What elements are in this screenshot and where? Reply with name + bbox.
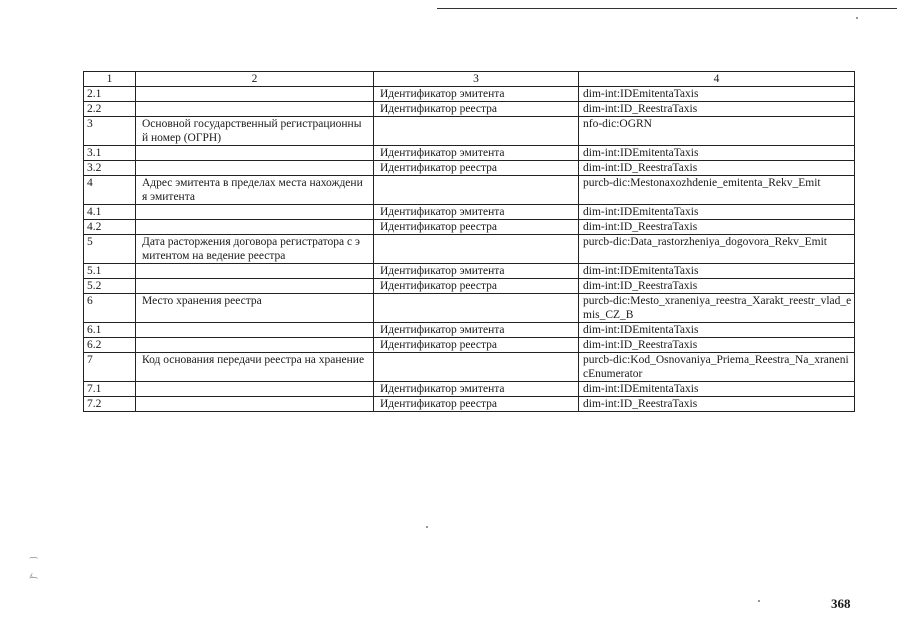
taxonomy-code-cell: dim-int:ID_ReestraTaxis [579,279,855,294]
taxonomy-code-cell: dim-int:ID_ReestraTaxis [579,397,855,412]
row-number-cell: 4.1 [84,205,136,220]
taxonomy-code-cell: purcb-dic:Mestonaxozhdenie_emitenta_Rekv_Emit [579,176,855,205]
table-row [84,102,855,117]
identifier-role-cell: Идентификатор эмитента [374,205,579,220]
table-row [84,338,855,353]
row-number-cell: 7 [84,353,136,382]
identifier-role-cell [374,117,579,146]
identifier-role-cell: Идентификатор реестра [374,102,579,117]
table-row [84,146,855,161]
identifier-role-cell [374,353,579,382]
identifier-role-cell: Идентификатор реестра [374,397,579,412]
header-cell: 3 [374,72,579,87]
row-number-cell: 3.2 [84,161,136,176]
item-name-cell [136,220,374,235]
taxonomy-code-cell: dim-int:ID_ReestraTaxis [579,102,855,117]
item-name-cell [136,102,374,117]
taxonomy-code-cell: dim-int:IDEmitentaTaxis [579,205,855,220]
identifier-role-cell: Идентификатор эмитента [374,323,579,338]
identifier-role-cell [374,176,579,205]
row-number-cell: 3.1 [84,146,136,161]
taxonomy-code-cell: nfo-dic:OGRN [579,117,855,146]
identifier-role-cell: Идентификатор эмитента [374,87,579,102]
table-header-row [84,72,855,87]
table-row [84,235,855,264]
item-name-cell: Дата расторжения договора регистратора с эмитентом на ведение реестра [136,235,374,264]
identifier-role-cell: Идентификатор эмитента [374,382,579,397]
taxonomy-code-cell: purcb-dic:Data_rastorzheniya_dogovora_Rekv_Emit [579,235,855,264]
item-name-cell [136,323,374,338]
identifier-role-cell: Идентификатор реестра [374,220,579,235]
taxonomy-code-cell: dim-int:ID_ReestraTaxis [579,338,855,353]
header-cell: 2 [136,72,374,87]
row-number-cell: 2.1 [84,87,136,102]
item-name-cell [136,382,374,397]
identifier-role-cell [374,294,579,323]
table-row [84,117,855,146]
table-row [84,323,855,338]
row-number-cell: 7.1 [84,382,136,397]
scan-speck [426,526,428,528]
identifier-role-cell: Идентификатор эмитента [374,264,579,279]
table-row [84,205,855,220]
identifier-role-cell: Идентификатор реестра [374,161,579,176]
taxonomy-code-cell: purcb-dic:Mesto_xraneniya_reestra_Xarakt_reestr_vlad_emis_CZ_B [579,294,855,323]
table-row [84,87,855,102]
row-number-cell: 6.2 [84,338,136,353]
item-name-cell [136,146,374,161]
row-number-cell: 6.1 [84,323,136,338]
item-name-cell: Код основания передачи реестра на хранение [136,353,374,382]
row-number-cell: 4 [84,176,136,205]
item-name-cell [136,397,374,412]
table-row [84,220,855,235]
registry-table [83,71,855,412]
item-name-cell: Место хранения реестра [136,294,374,323]
row-number-cell: 5.2 [84,279,136,294]
item-name-cell [136,338,374,353]
header-cell: 4 [579,72,855,87]
row-number-cell: 6 [84,294,136,323]
top-rule [437,8,897,9]
row-number-cell: 3 [84,117,136,146]
row-number-cell: 5.1 [84,264,136,279]
item-name-cell [136,279,374,294]
page-number: 368 [831,596,851,611]
identifier-role-cell: Идентификатор реестра [374,279,579,294]
identifier-role-cell: Идентификатор эмитента [374,146,579,161]
row-number-cell: 7.2 [84,397,136,412]
identifier-role-cell: Идентификатор реестра [374,338,579,353]
item-name-cell: Адрес эмитента в пределах места нахождения эмитента [136,176,374,205]
row-number-cell: 2.2 [84,102,136,117]
item-name-cell [136,87,374,102]
taxonomy-code-cell: dim-int:IDEmitentaTaxis [579,382,855,397]
table-row [84,161,855,176]
row-number-cell: 5 [84,235,136,264]
taxonomy-code-cell: purcb-dic:Kod_Osnovaniya_Priema_Reestra_Na_xranenicEnumerator [579,353,855,382]
table-row [84,176,855,205]
taxonomy-code-cell: dim-int:ID_ReestraTaxis [579,161,855,176]
scan-speck [856,17,858,19]
item-name-cell [136,205,374,220]
row-number-cell: 4.2 [84,220,136,235]
margin-scan-mark: ⁀ ⁁ ⁀ [30,557,38,587]
table-row [84,294,855,323]
table-row [84,353,855,382]
identifier-role-cell [374,235,579,264]
item-name-cell: Основной государственный регистрационный номер (ОГРН) [136,117,374,146]
header-cell: 1 [84,72,136,87]
item-name-cell [136,264,374,279]
table-row [84,397,855,412]
table-row [84,264,855,279]
taxonomy-code-cell: dim-int:IDEmitentaTaxis [579,323,855,338]
item-name-cell [136,161,374,176]
taxonomy-code-cell: dim-int:IDEmitentaTaxis [579,146,855,161]
taxonomy-code-cell: dim-int:IDEmitentaTaxis [579,264,855,279]
table-row [84,382,855,397]
taxonomy-code-cell: dim-int:ID_ReestraTaxis [579,220,855,235]
table-body [84,72,855,412]
taxonomy-code-cell: dim-int:IDEmitentaTaxis [579,87,855,102]
scan-speck [758,600,760,602]
table-row [84,279,855,294]
